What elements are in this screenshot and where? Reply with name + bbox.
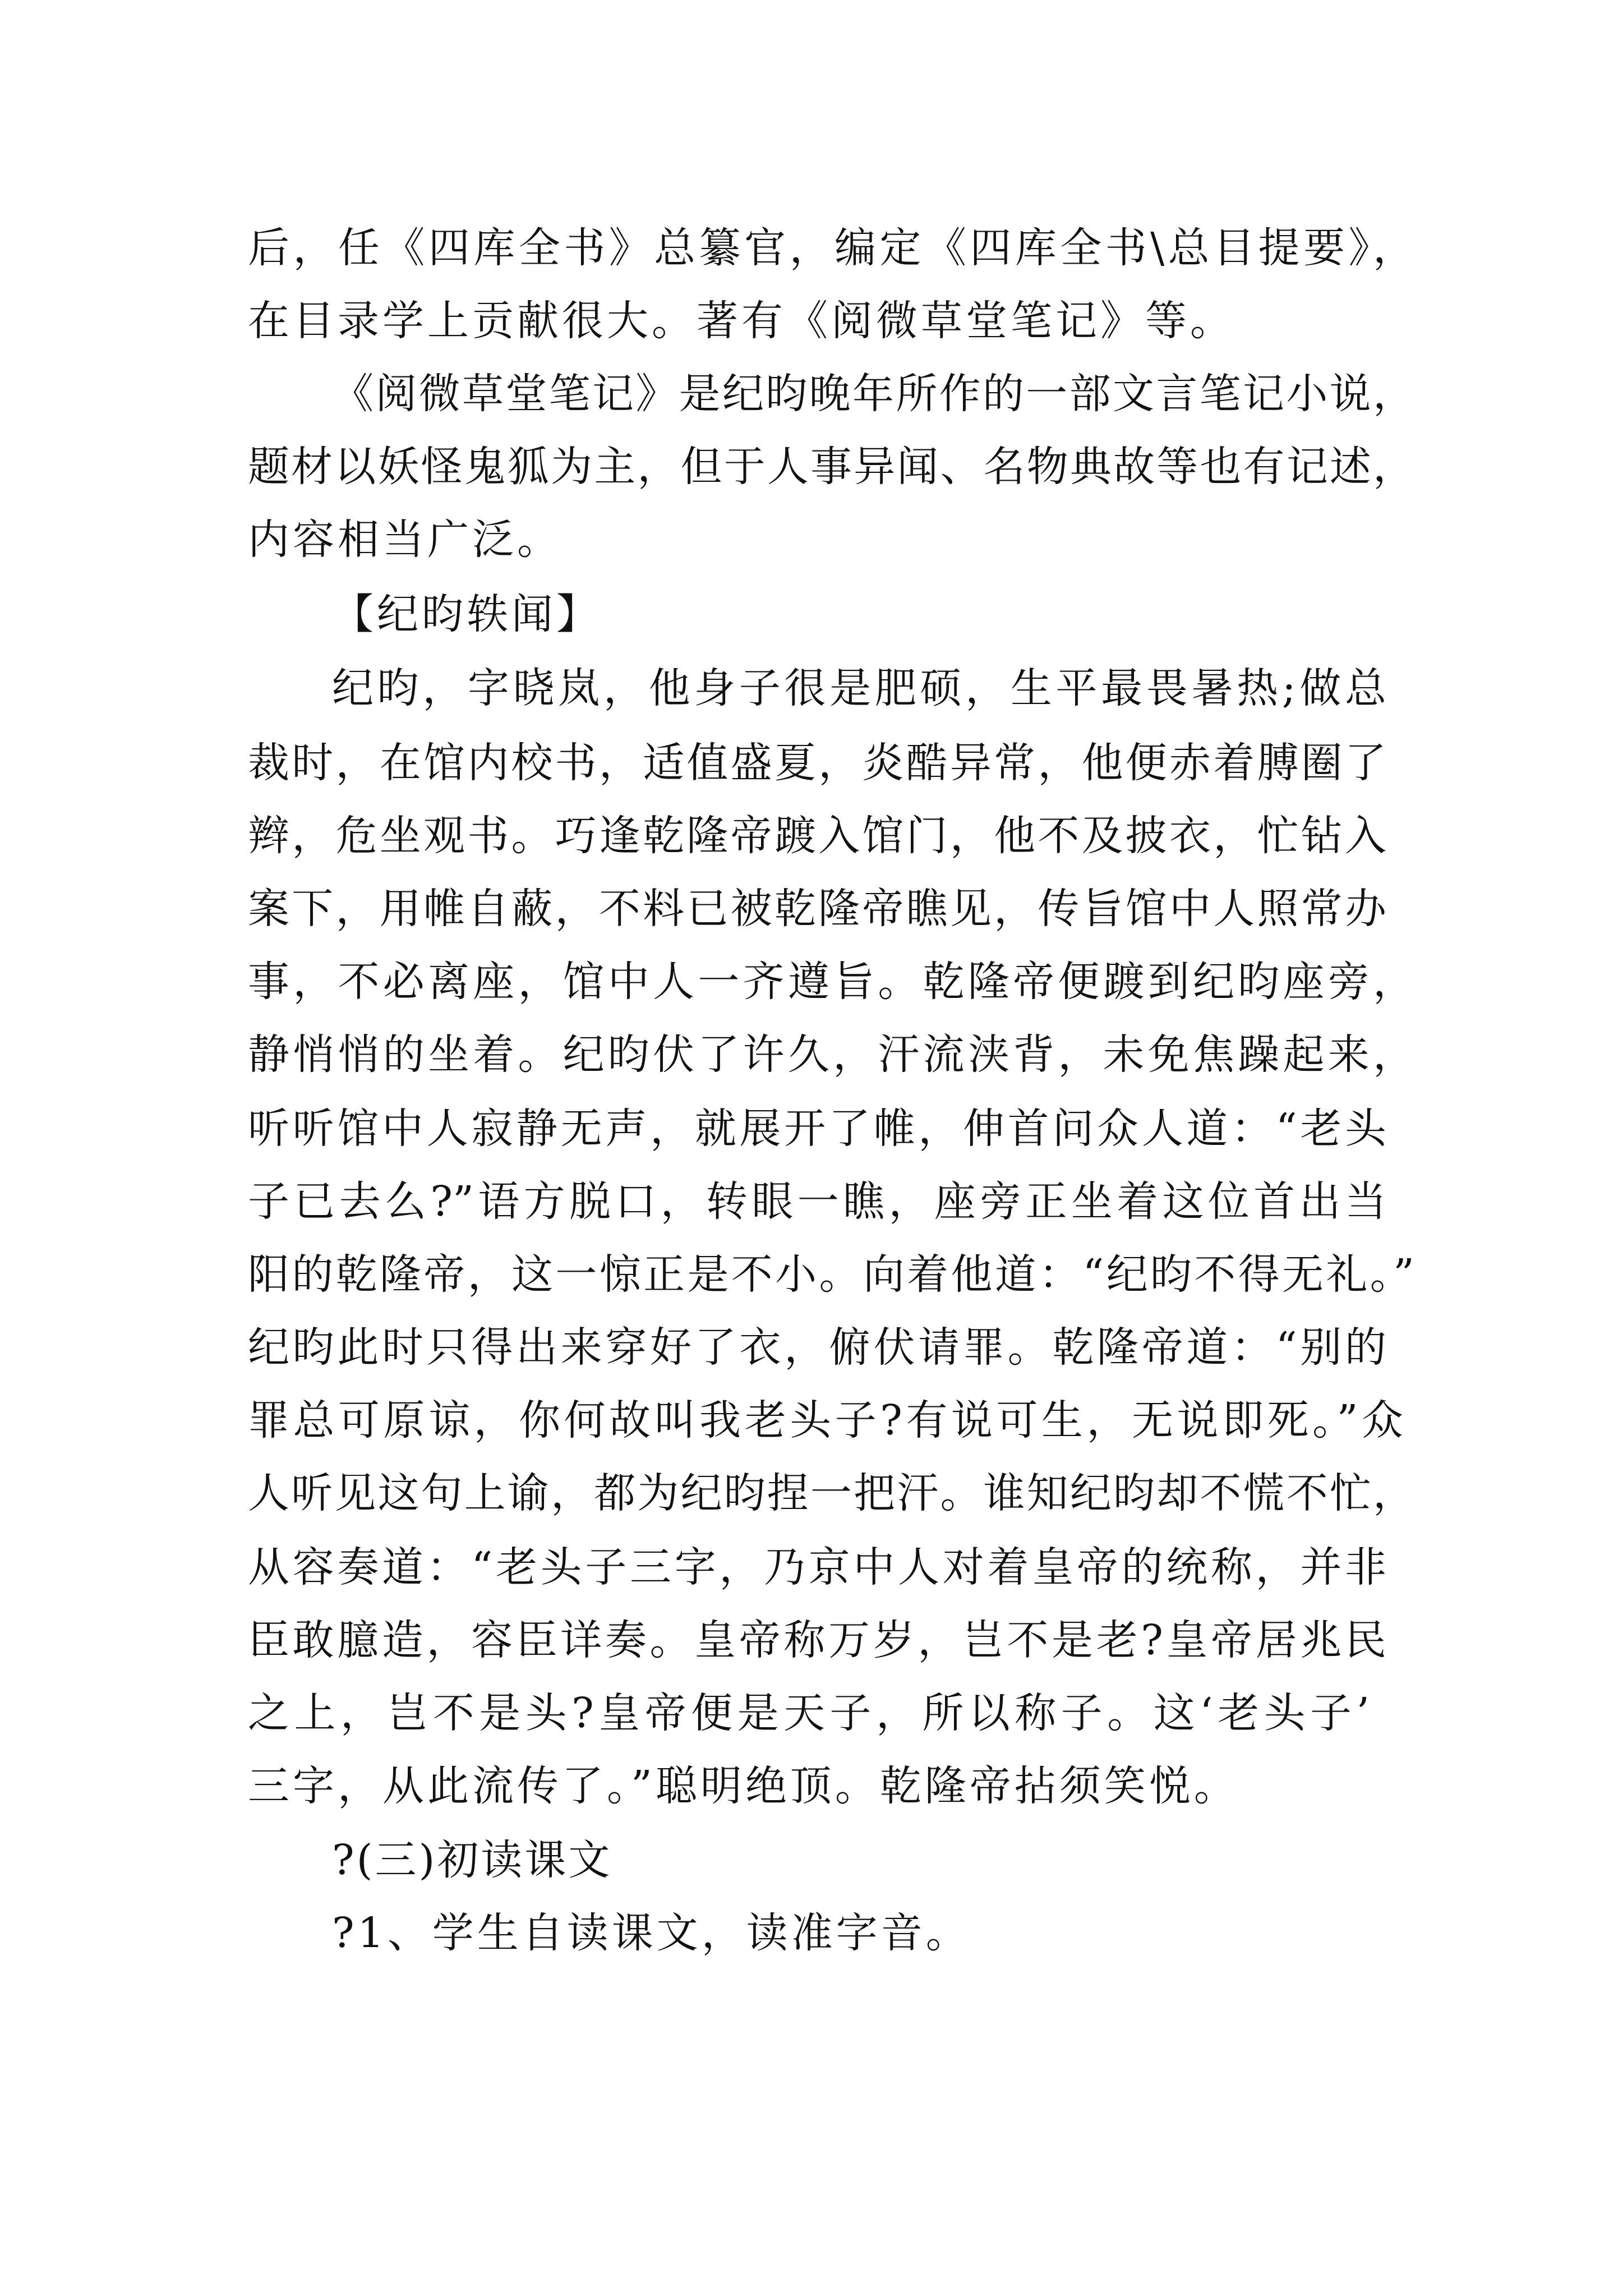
text-line-13: 听听馆中人寂静无声，就展开了帷，伸首问众人道：“老头 [248,1105,1386,1153]
text-line-12: 静悄悄的坐着。纪昀伏了许久，汗流浃背，未免焦躁起来， [248,1030,1414,1079]
section-heading-anecdote: 【纪昀轶闻】 [332,590,601,638]
text-line-16: 纪昀此时只得出来穿好了衣，俯伏请罪。乾隆帝道：“别的 [248,1323,1386,1372]
text-line-11: 事，不必离座，馆中人一齐遵旨。乾隆帝便踱到纪昀座旁， [248,958,1414,1006]
text-line-20: 臣敢臆造，容臣详奏。皇帝称万岁，岂不是老?皇帝居兆民 [248,1616,1386,1664]
text-line-5: 内容相当广泛。 [248,516,562,564]
text-line-24: ?1、学生自读课文，读准字音。 [332,1909,971,1957]
text-line-14: 子已去么?”语方脱口，转眼一瞧，座旁正坐着这位首出当 [248,1177,1386,1226]
text-line-2: 在目录学上贡献很大。著有《阅微草堂笔记》等。 [248,297,1235,345]
text-line-10: 案下，用帷自蔽，不料已被乾隆帝瞧见，传旨馆中人照常办 [248,885,1386,933]
text-line-1: 后，任《四库全书》总纂官，编定《四库全书\总目提要》， [248,224,1414,272]
text-line-17: 罪总可原谅，你何故叫我老头子?有说可生，无说即死。”众 [248,1396,1403,1444]
text-line-8: 裁时，在馆内校书，适值盛夏，炎酷异常，他便赤着膊圈了 [248,739,1386,787]
text-line-19: 从容奏道：“老头子三字，乃京中人对着皇帝的统称，并非 [248,1543,1386,1591]
text-line-7: 纪昀，字晓岚，他身子很是肥硕，生平最畏暑热;做总 [332,664,1386,712]
section-heading-first-reading: ?(三)初读课文 [332,1836,612,1884]
text-line-18: 人听见这句上谕，都为纪昀捏一把汗。谁知纪昀却不慌不忙， [248,1469,1414,1517]
text-line-21: 之上，岂不是头?皇帝便是天子，所以称子。这‘老头子’ [248,1689,1370,1737]
text-line-3: 《阅微草堂笔记》是纪昀晚年所作的一部文言笔记小说， [332,370,1414,418]
text-line-15: 阳的乾隆帝，这一惊正是不小。向着他道：“纪昀不得无礼。” [248,1250,1414,1299]
text-line-22: 三字，从此流传了。”聪明绝顶。乾隆帝拈须笑悦。 [248,1762,1239,1810]
text-line-9: 辫，危坐观书。巧逢乾隆帝踱入馆门，他不及披衣，忙钻入 [248,812,1386,860]
text-line-4: 题材以妖怪鬼狐为主，但于人事异闻、名物典故等也有记述， [248,443,1414,491]
